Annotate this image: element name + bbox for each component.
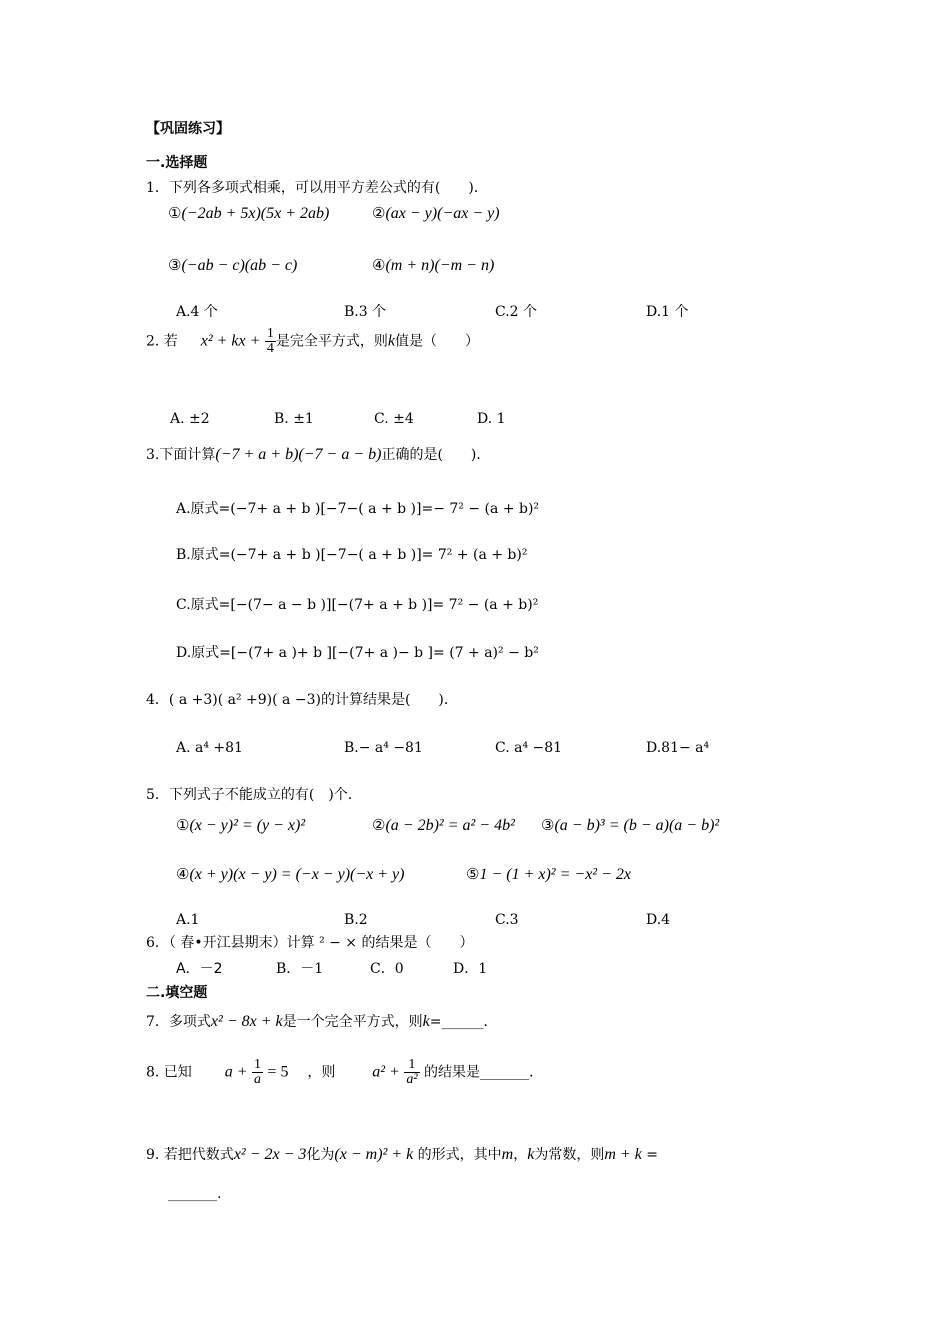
option-number: ④ [372, 256, 386, 274]
question-3-expression: (−7 + a + b)(−7 − a − b) [215, 446, 382, 463]
question-2 [146, 327, 479, 356]
q4-answer-d: D.81− a⁴ [646, 740, 710, 756]
q5-option-1 [176, 818, 305, 834]
q3-answer-c: C.原式=[−(7− a − b )][−(7+ a + b )]= 7² − (a + b)² [176, 597, 539, 613]
question-8-prefix: 8. 已知 [146, 1064, 192, 1081]
section-title-choice: 一.选择题 [146, 155, 208, 171]
equals-sign: = [646, 1147, 658, 1163]
question-3-tail: 正确的是( )． [381, 447, 491, 463]
option-number: ④ [176, 865, 190, 883]
q6-answer-a: A．－2 [176, 961, 223, 977]
question-8-text: ，则 [307, 1064, 336, 1081]
question-3 [146, 447, 490, 463]
question-8 [146, 1058, 533, 1087]
numerator: 1 [253, 1057, 261, 1072]
question-9 [146, 1147, 658, 1163]
q2-answer-c: C. ±4 [374, 411, 414, 427]
denominator: 4 [266, 341, 274, 356]
question-6-stem: 6．（ 春•开江县期末）计算 ² − × 的结果是（ ） [146, 935, 474, 951]
target-expression: a² + [372, 1063, 400, 1081]
q5-answer-b: B.2 [344, 912, 368, 928]
variable-k: k [387, 332, 395, 350]
numerator: 1 [404, 1058, 419, 1073]
expression: (m + n)(−m − n) [385, 257, 495, 274]
question-9-text: 的形式，其中 [417, 1147, 502, 1163]
denominator: a² [406, 1072, 418, 1087]
q3-answer-a: A.原式=(−7+ a + b )[−7−( a + b )]=− 7² − (a + b)² [176, 501, 540, 517]
denominator: a [253, 1072, 261, 1087]
q5-option-5 [466, 867, 631, 883]
q3-answer-d: D.原式=[−(7+ a )+ b ][−(7+ a )− b ]= (7 + a)² − b² [176, 645, 539, 661]
expression: (a − 2b)² = a² − 4b² [385, 817, 515, 834]
q6-answer-b: B．－1 [276, 961, 324, 977]
option-number: ① [168, 204, 182, 222]
q4-answer-a: A. a⁴ +81 [176, 740, 243, 756]
given-value: = 5 [267, 1063, 289, 1081]
q1-answer-b: B.3 个 [344, 304, 387, 320]
q2-answer-a: A. ±2 [170, 411, 210, 427]
q4-answer-c: C. a⁴ −81 [495, 740, 563, 756]
numerator: 1 [266, 326, 274, 341]
original-expression: x² − 2x − 3 [233, 1146, 307, 1163]
option-number: ③ [541, 816, 555, 834]
question-9-text: 化为 [306, 1147, 335, 1163]
question-2-expression: x² + kx + [200, 332, 261, 350]
question-1-stem: 1．下列各多项式相乘，可以用平方差公式的有( )． [146, 180, 488, 196]
option-number: ① [176, 816, 190, 834]
variable-k: k [422, 1013, 430, 1030]
question-3-prefix: 3.下面计算 [146, 447, 216, 463]
question-8-blank: 的结果是_______. [423, 1064, 534, 1081]
question-2-text: 是完全平方式，则 [275, 333, 388, 350]
q5-answer-d: D.4 [646, 912, 671, 928]
q5-answer-a: A.1 [176, 912, 200, 928]
fraction [404, 1058, 419, 1087]
question-2-prefix: 2. 若 [146, 333, 178, 350]
expression: (a − b)³ = (b − a)(a − b)² [554, 817, 720, 834]
question-9-blank: _______. [168, 1186, 222, 1202]
option-number: ⑤ [466, 865, 480, 883]
q4-answer-b: B.− a⁴ −81 [344, 740, 423, 756]
section-title-fill: 二.填空题 [146, 985, 208, 1001]
section-heading: 【巩固练习】 [146, 121, 230, 137]
question-7 [146, 1014, 497, 1030]
expression: (−2ab + 5x)(5x + 2ab) [181, 205, 330, 222]
question-7-prefix: 7．多项式 [146, 1014, 211, 1030]
q1-answer-d: D.1 个 [646, 304, 689, 320]
q2-answer-b: B. ±1 [274, 411, 314, 427]
separator: ， [513, 1147, 528, 1163]
given-expression: a + [224, 1063, 248, 1081]
question-9-text: 为常数，则 [534, 1147, 605, 1163]
expression: (−ab − c)(ab − c) [181, 257, 298, 274]
q1-option-1 [168, 206, 329, 222]
question-5-stem: 5．下列式子不能成立的有( )个． [146, 787, 362, 803]
q6-answer-d: D．1 [453, 961, 488, 977]
expression: (x + y)(x − y) = (−x − y)(−x + y) [189, 866, 405, 883]
q5-answer-c: C.3 [495, 912, 519, 928]
question-9-prefix: 9. 若把代数式 [146, 1147, 234, 1163]
option-number: ② [372, 816, 386, 834]
option-number: ③ [168, 256, 182, 274]
question-2-tail: 值是（ ） [394, 333, 479, 350]
q5-option-2 [372, 818, 515, 834]
question-4-stem: 4．( a +3)( a² +9)( a −3)的计算结果是( )． [146, 692, 458, 708]
fraction [265, 327, 276, 356]
q5-option-3 [541, 818, 719, 834]
q6-answer-c: C．0 [370, 961, 404, 977]
question-7-expression: x² − 8x + k [210, 1013, 283, 1030]
q1-option-3 [168, 258, 297, 274]
expression: (ax − y)(−ax − y) [385, 205, 500, 222]
question-7-text: 是一个完全平方式，则 [282, 1014, 423, 1030]
q1-answer-a: A.4 个 [176, 304, 218, 320]
sum-expression: m + k [604, 1146, 642, 1163]
q1-option-2 [372, 206, 500, 222]
fraction [252, 1058, 263, 1087]
q5-option-4 [176, 867, 404, 883]
expression: (x − y)² = (y − x)² [189, 817, 306, 834]
expression: 1 − (1 + x)² = −x² − 2x [479, 866, 631, 883]
question-7-blank: =______． [429, 1014, 498, 1030]
q2-answer-d: D. 1 [477, 411, 506, 427]
target-form: (x − m)² + k [334, 1146, 414, 1163]
q1-answer-c: C.2 个 [495, 304, 538, 320]
variable-m: m [501, 1146, 514, 1163]
q3-answer-b: B.原式=(−7+ a + b )[−7−( a + b )]= 7² + (a + b)² [176, 547, 528, 563]
variable-k: k [527, 1146, 535, 1163]
option-number: ② [372, 204, 386, 222]
q1-option-4 [372, 258, 494, 274]
